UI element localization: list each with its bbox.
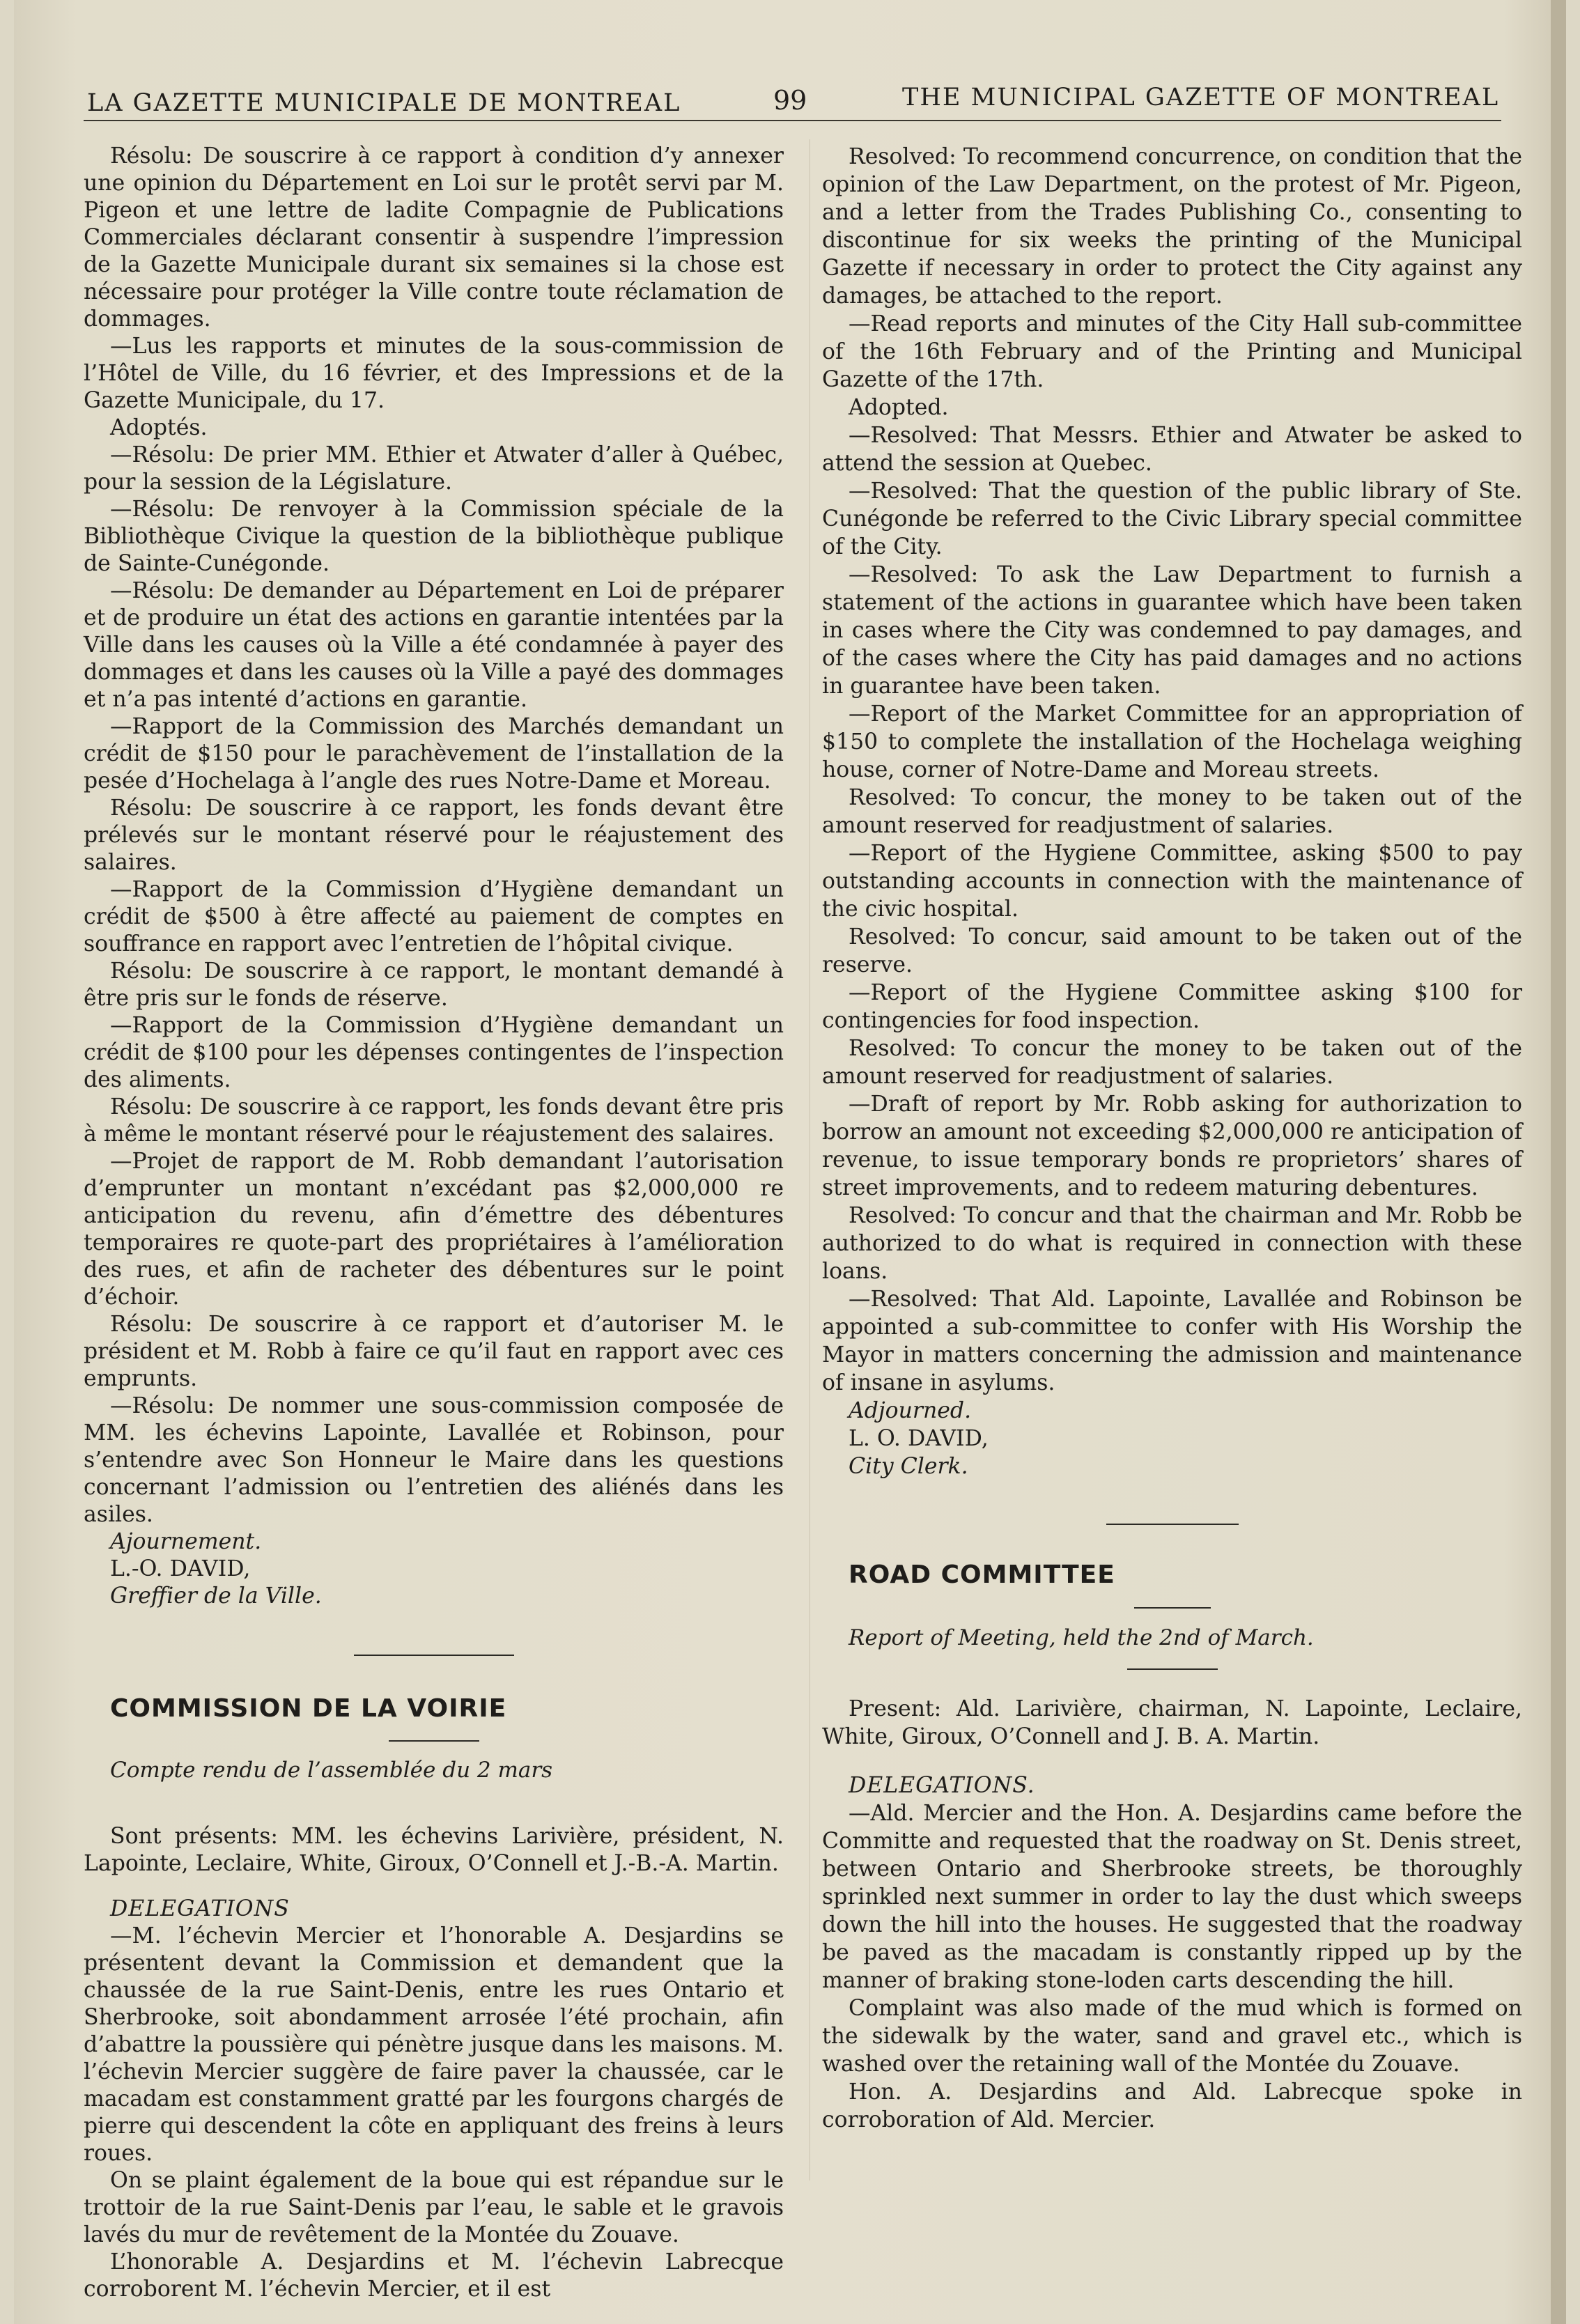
present-list: Present: Ald. Larivière, chairman, N. Lapointe, Leclaire, White, Giroux, O’Connell and J. B. A. Martin.: [822, 1696, 1522, 1749]
title-underline: [1134, 1607, 1211, 1609]
paragraph: Resolved: To concur the money to be taken out of the amount reserved for readjustment of salaries.: [822, 1036, 1522, 1089]
section-subtitle: Compte rendu de l’assemblée du 2 mars: [110, 1758, 553, 1783]
english-column: [822, 143, 1522, 2134]
paragraph: —Resolved: That the question of the public library of Ste. Cunégonde be referred to the Civic Library special committee of the City.: [822, 479, 1522, 559]
delegation-paragraph: On se plaint également de la boue qui est répandue sur le trottoir de la rue Saint-Denis par l’eau, le sable et le gravois lavés du mur de revêtement de la Montée du Zouave.: [84, 2168, 784, 2247]
section-title: COMMISSION DE LA VOIRIE: [110, 1694, 507, 1723]
paragraph: —Rapport de la Commission d’Hygiène demandant un crédit de $100 pour les dépenses contingentes de l’inspection des aliments.: [84, 1013, 784, 1092]
page-number: 99: [773, 85, 807, 116]
section-subtitle: Report of Meeting, held the 2nd of March.: [849, 1625, 1314, 1650]
adjourned-note: Ajournement.: [110, 1529, 262, 1554]
subtitle-underline: [1127, 1668, 1218, 1670]
header-rule: [84, 120, 1501, 121]
paragraph: Résolu: De souscrire à ce rapport, les fonds devant être prélevés sur le montant réservé pour le réajustement des salaires.: [84, 796, 784, 875]
paragraph: —Rapport de la Commission des Marchés demandant un crédit de $150 pour le parachèvement de l’installation de la pesée d’Hochelaga à l’angle des rues Notre-Dame et Moreau.: [84, 714, 784, 793]
paragraph: Résolu: De souscrire à ce rapport et d’autoriser M. le président et M. Robb à faire ce qu’il faut en rapport avec ces emprunts.: [84, 1312, 784, 1391]
paragraph: —Résolu: De nommer une sous-commission composée de MM. les échevins Lapointe, Lavallée et Robinson, pour s’entendre avec Son Honneur le Maire dans les questions concernant l’admission ou l’entretien des aliénés dans les asiles.: [84, 1393, 784, 1527]
paragraph: Resolved: To concur, said amount to be taken out of the reserve.: [822, 924, 1522, 977]
delegations-heading: DELEGATIONS.: [849, 1773, 1035, 1798]
paragraph: —Report of the Market Committee for an appropriation of $150 to complete the installation of the Hochelaga weighing house, corner of Notre-Dame and Moreau streets.: [822, 702, 1522, 782]
delegation-paragraph: —M. l’échevin Mercier et l’honorable A. Desjardins se présentent devant la Commission et demandent que la chaussée de la rue Saint-Denis, entre les rues Ontario et Sherbrooke, soit abondamment arrosée l’été prochain, afin d’abattre la poussière qui pénètre jusque dans les maisons. M. l’échevin Mercier suggère de faire paver la chaussée, car le macadam est constamment gratté par les fourgons chargés de pierre qui descendent la côte en appliquant des freins à leurs roues.: [84, 1923, 784, 2166]
delegation-paragraph: Hon. A. Desjardins and Ald. Labrecque spoke in corroboration of Ald. Mercier.: [822, 2079, 1522, 2132]
french-column: [84, 143, 784, 2303]
paragraph: —Report of the Hygiene Committee asking $100 for contingencies for food inspection.: [822, 980, 1522, 1033]
paragraph: Resolved: To concur, the money to be taken out of the amount reserved for readjustment of salaries.: [822, 785, 1522, 838]
page-header: [14, 75, 1566, 117]
paragraph: Résolu: De souscrire à ce rapport, le montant demandé à être pris sur le fonds de réserve.: [84, 959, 784, 1011]
paragraph: —Résolu: De prier MM. Ethier et Atwater d’aller à Québec, pour la session de la Législature.: [84, 442, 784, 495]
paragraph: —Résolu: De demander au Département en Loi de préparer et de produire un état des actions en garantie intentées par la Ville dans les causes où la Ville a été condamnée à payer des dommages et dans les causes où la Ville a payé des dommages et n’a pas intenté d’actions en garantie.: [84, 578, 784, 712]
signature-title: Greffier de la Ville.: [110, 1583, 322, 1609]
adjourned-note: Adjourned.: [849, 1398, 972, 1423]
paragraph: Résolu: De souscrire à ce rapport, les fonds devant être pris à même le montant réservé pour le réajustement des salaires.: [84, 1094, 784, 1147]
paragraph: —Read reports and minutes of the City Hall sub-committee of the 16th February and of the Printing and Municipal Gazette of the 17th.: [822, 311, 1522, 392]
present-list: Sont présents: MM. les échevins Larivière, président, N. Lapointe, Leclaire, White, Giroux, O’Connell et J.-B.-A. Martin.: [84, 1824, 784, 1876]
paragraph: Résolu: De souscrire à ce rapport à condition d’y annexer une opinion du Département en Loi sur le protêt servi par M. Pigeon et une lettre de ladite Compagnie de Publications Commerciales déclarant consentir à suspendre l’impression de la Gazette Municipale durant six semaines si la chose est nécessaire pour protéger la Ville contre toute réclamation de dommages.: [84, 144, 784, 332]
paragraph: —Resolved: That Messrs. Ethier and Atwater be asked to attend the session at Quebec.: [822, 423, 1522, 476]
paragraph: —Draft of report by Mr. Robb asking for authorization to borrow an amount not exceeding $2,000,000 re anticipation of revenue, to issue temporary bonds re proprietors’ shares of street improvements, and to redeem maturing debentures.: [822, 1092, 1522, 1200]
paragraph: Resolved: To concur and that the chairman and Mr. Robb be authorized to do what is required in connection with these loans.: [822, 1203, 1522, 1284]
delegation-paragraph: L’honorable A. Desjardins et M. l’échevin Labrecque corroborent M. l’échevin Mercier, et il est: [84, 2249, 784, 2302]
signature-name: L.-O. DAVID,: [110, 1556, 251, 1581]
paragraph: —Resolved: That Ald. Lapointe, Lavallée and Robinson be appointed a sub-committee to confer with His Worship the Mayor in matters concerning the admission and maintenance of insane in asylums.: [822, 1287, 1522, 1395]
paragraph: —Projet de rapport de M. Robb demandant l’autorisation d’emprunter un montant n’excédant pas $2,000,000 re anticipation du revenu, afin d’émettre des débentures temporaires re quote-part des propriétaires à l’amélioration des rues, et afin de racheter des débentures sur le point d’échoir.: [84, 1149, 784, 1310]
title-underline: [389, 1740, 479, 1742]
newspaper-page: [14, 0, 1566, 2324]
signature-title: City Clerk.: [849, 1454, 968, 1479]
paragraph: —Lus les rapports et minutes de la sous-commission de l’Hôtel de Ville, du 16 février, et des Impressions et de la Gazette Municipale, du 17.: [84, 334, 784, 413]
paragraph: —Rapport de la Commission d’Hygiène demandant un crédit de $500 à être affecté au paiement de comptes en souffrance en rapport avec l’entretien de l’hôpital civique.: [84, 877, 784, 956]
section-separator: [1106, 1524, 1239, 1525]
delegation-paragraph: Complaint was also made of the mud which is formed on the sidewalk by the water, sand and gravel etc., which is washed over the retaining wall of the Montée du Zouave.: [822, 1996, 1522, 2077]
section-separator: [354, 1655, 514, 1656]
paragraph: Resolved: To recommend concurrence, on condition that the opinion of the Law Department, on the protest of Mr. Pigeon, and a letter from the Trades Publishing Co., consenting to discontinue for six weeks the printing of the Municipal Gazette if necessary in order to protect the City against any damages, be attached to the report.: [822, 144, 1522, 309]
header-right-title: THE MUNICIPAL GAZETTE OF MONTREAL: [902, 84, 1500, 111]
paragraph: Adopted.: [849, 395, 949, 420]
paragraph: —Resolved: To ask the Law Department to furnish a statement of the actions in guarantee which have been taken in cases where the City was condemned to pay damages, and of the cases where the City has paid damages and no actions in guarantee have been taken.: [822, 562, 1522, 699]
paragraph: —Résolu: De renvoyer à la Commission spéciale de la Bibliothèque Civique la question de la bibliothèque publique de Sainte-Cunégonde.: [84, 497, 784, 576]
section-title: ROAD COMMITTEE: [849, 1560, 1115, 1589]
header-left-title: LA GAZETTE MUNICIPALE DE MONTREAL: [87, 89, 681, 117]
signature-name: L. O. DAVID,: [849, 1426, 989, 1451]
delegation-paragraph: —Ald. Mercier and the Hon. A. Desjardins came before the Committe and requested that the roadway on St. Denis street, between Ontario and Sherbrooke streets, be thoroughly sprinkled next summer in order to lay the dust which sweeps down the hill into the houses. He suggested that the roadway be paved as the macadam is constantly ripped up by the manner of braking stone-loden carts descending the hill.: [822, 1801, 1522, 1993]
binding-edge: [1551, 0, 1566, 2324]
paragraph: Adoptés.: [110, 415, 208, 440]
paragraph: —Report of the Hygiene Committee, asking $500 to pay outstanding accounts in connection with the maintenance of the civic hospital.: [822, 841, 1522, 922]
delegations-heading: DELEGATIONS: [110, 1896, 290, 1921]
